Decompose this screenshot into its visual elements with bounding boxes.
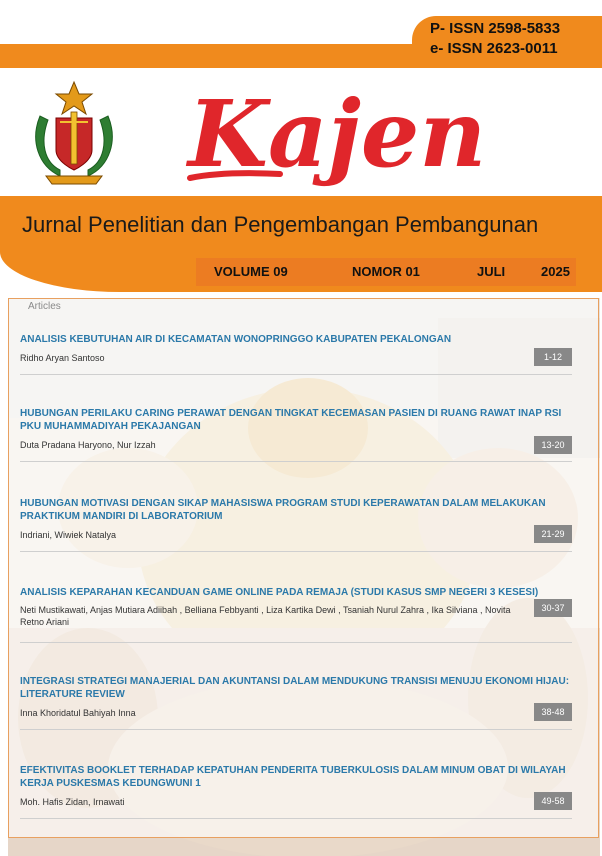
article-authors: Duta Pradana Haryono, Nur Izzah (20, 440, 156, 450)
article-pages-button[interactable]: 38-48 (534, 703, 572, 721)
article-title-link[interactable]: ANALISIS KEPARAHAN KECANDUAN GAME ONLINE PADA REMAJA (STUDI KASUS SMP NEGERI 3 KESESI) (20, 587, 539, 598)
article-title-link[interactable]: EFEKTIVITAS BOOKLET TERHADAP KEPATUHAN PENDERITA TUBERKULOSIS DALAM MINUM OBAT DI WILAYAH KERJA PUSKESMAS KEDUNGWUNI 1 (20, 765, 566, 789)
article-title-link[interactable]: INTEGRASI STRATEGI MANAJERIAL DAN AKUNTANSI DALAM MENDUKUNG TRANSISI MENUJU EKONOMI HIJAU: LITERATURE REVIEW (20, 676, 570, 700)
article-divider (20, 818, 572, 819)
print-issn: P- ISSN 2598-5833 (430, 20, 561, 37)
article-divider (20, 642, 572, 643)
article-authors: Inna Khoridatul Bahiyah Inna (20, 708, 136, 718)
article-title-link[interactable]: HUBUNGAN MOTIVASI DENGAN SIKAP MAHASISWA PROGRAM STUDI KEPERAWATAN DALAM MELAKUKAN PRAKTIKUM MANDIRI DI LABORATORIUM (20, 498, 546, 522)
articles-heading: Articles (28, 301, 61, 312)
issue-number: NOMOR 01 (352, 264, 420, 279)
article-item (20, 675, 580, 731)
journal-name: Kajen (188, 80, 487, 188)
article-item (20, 407, 580, 463)
article-pages-button[interactable]: 30-37 (534, 599, 572, 617)
article-item (20, 497, 580, 553)
issue-year: 2025 (541, 264, 570, 279)
article-divider (20, 374, 572, 375)
article-divider (20, 461, 572, 462)
regency-emblem-icon (30, 80, 118, 186)
article-pages-button[interactable]: 21-29 (534, 525, 572, 543)
article-authors: Indriani, Wiwiek Natalya (20, 530, 117, 540)
electronic-issn: e- ISSN 2623-0011 (430, 40, 558, 57)
article-item (20, 586, 580, 644)
article-authors: Moh. Hafis Zidan, Irnawati (20, 797, 125, 807)
journal-subtitle: Jurnal Penelitian dan Pengembangan Pembangunan (22, 212, 539, 237)
articles-panel (8, 298, 599, 838)
article-title-link[interactable]: ANALISIS KEBUTUHAN AIR DI KECAMATAN WONOPRINGGO KABUPATEN PEKALONGAN (20, 334, 452, 345)
article-divider (20, 729, 572, 730)
article-pages-button[interactable]: 1-12 (534, 348, 572, 366)
issue-volume: VOLUME 09 (214, 264, 288, 279)
article-pages-button[interactable]: 13-20 (534, 436, 572, 454)
article-pages-button[interactable]: 49-58 (534, 792, 572, 810)
article-authors: Ridho Aryan Santoso (20, 353, 105, 363)
article-divider (20, 551, 572, 552)
kajen-logo (180, 78, 550, 198)
article-title-link[interactable]: HUBUNGAN PERILAKU CARING PERAWAT DENGAN TINGKAT KECEMASAN PASIEN DI RUANG RAWAT INAP RSI PKU MUHAMMADIYAH PEKAJANGAN (20, 408, 562, 432)
issue-month: JULI (477, 264, 506, 279)
article-item (20, 764, 580, 820)
article-item (20, 333, 580, 377)
article-authors: Neti Mustikawati, Anjas Mutiara Adiibah , Belliana Febbyanti , Liza Kartika Dewi , Tsaniah Nurul Zahra , Ika Silviana , Novita Retno Ariani (20, 605, 511, 627)
